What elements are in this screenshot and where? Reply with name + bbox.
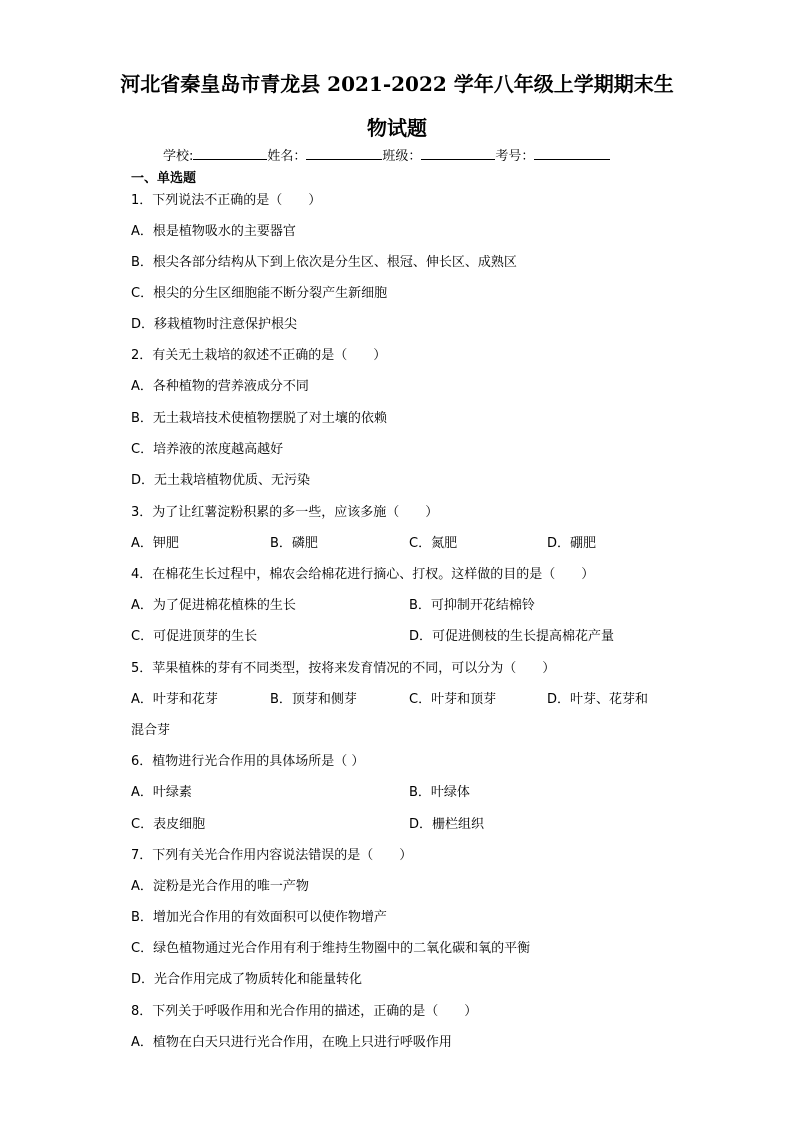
option-b: B．无土栽培技术使植物摆脱了对土壤的依赖 bbox=[131, 411, 387, 426]
question-stem: 4．在棉花生长过程中，棉农会给棉花进行摘心、打杈。这样做的目的是（ ） bbox=[131, 567, 595, 582]
option-b: B．顶芽和侧芽 bbox=[270, 692, 357, 707]
option-c: C．氮肥 bbox=[409, 536, 458, 551]
question-stem: 5．苹果植株的芽有不同类型，按将来发育情况的不同，可以分为（ ） bbox=[131, 661, 556, 676]
question-stem: 7．下列有关光合作用内容说法错误的是（ ） bbox=[131, 848, 413, 863]
option-d: D．叶芽、花芽和 bbox=[547, 692, 649, 707]
option-c: C．叶芽和顶芽 bbox=[409, 692, 497, 707]
option-a: A．根是植物吸水的主要器官 bbox=[131, 224, 296, 239]
option-a: A．为了促进棉花植株的生长 bbox=[131, 598, 296, 613]
option-b: B．增加光合作用的有效面积可以使作物增产 bbox=[131, 910, 387, 925]
question-stem: 1．下列说法不正确的是（ ） bbox=[131, 193, 322, 208]
exam-title-line-1: 河北省秦皇岛市青龙县 2021-2022 学年八年级上学期期末生 bbox=[120, 72, 674, 96]
exam-title-line-2: 物试题 bbox=[367, 116, 427, 140]
option-d: D．无土栽培植物优质、无污染 bbox=[131, 473, 311, 488]
option-c: C．表皮细胞 bbox=[131, 817, 206, 832]
option-a: A．植物在白天只进行光合作用，在晚上只进行呼吸作用 bbox=[131, 1035, 452, 1050]
exam-no-blank bbox=[534, 147, 610, 160]
option-a: A．叶绿素 bbox=[131, 785, 192, 800]
option-d: D．栅栏组织 bbox=[409, 817, 485, 832]
option-c: C．培养液的浓度越高越好 bbox=[131, 442, 284, 457]
student-info-row bbox=[163, 145, 610, 164]
option-a: A．叶芽和花芽 bbox=[131, 692, 218, 707]
option-d: D．移栽植物时注意保护根尖 bbox=[131, 317, 298, 332]
option-b: B．叶绿体 bbox=[409, 785, 470, 800]
option-b: B．磷肥 bbox=[270, 536, 318, 551]
option-b: B．根尖各部分结构从下到上依次是分生区、根冠、伸长区、成熟区 bbox=[131, 255, 517, 270]
question-stem: 6．植物进行光合作用的具体场所是（ ） bbox=[131, 754, 365, 769]
question-stem: 2．有关无土栽培的叙述不正确的是（ ） bbox=[131, 348, 387, 363]
school-label: 学校: bbox=[163, 149, 194, 164]
option-b: B．可抑制开花结棉铃 bbox=[409, 598, 535, 613]
option-a: A．钾肥 bbox=[131, 536, 179, 551]
exam-no-label: 考号： bbox=[495, 149, 535, 164]
option-c: C．可促进顶芽的生长 bbox=[131, 629, 258, 644]
option-d: D．光合作用完成了物质转化和能量转化 bbox=[131, 972, 363, 987]
question-stem: 3．为了让红薯淀粉积累的多一些，应该多施（ ） bbox=[131, 505, 439, 520]
option-a: A．淀粉是光合作用的唯一产物 bbox=[131, 879, 309, 894]
name-label: 姓名： bbox=[267, 149, 307, 164]
name-blank bbox=[306, 147, 382, 160]
option-a: A．各种植物的营养液成分不同 bbox=[131, 379, 309, 394]
class-blank bbox=[421, 147, 495, 160]
section-heading: 一、单选题 bbox=[131, 171, 197, 186]
option-d: D．可促进侧枝的生长提高棉花产量 bbox=[409, 629, 615, 644]
option-c: C．绿色植物通过光合作用有利于维持生物圈中的二氧化碳和氧的平衡 bbox=[131, 941, 531, 956]
option-d: D．硼肥 bbox=[547, 536, 597, 551]
option-d-continued: 混合芽 bbox=[131, 723, 171, 738]
school-blank bbox=[193, 147, 267, 160]
class-label: 班级： bbox=[382, 149, 422, 164]
question-stem: 8．下列关于呼吸作用和光合作用的描述，正确的是（ ） bbox=[131, 1004, 478, 1019]
option-c: C．根尖的分生区细胞能不断分裂产生新细胞 bbox=[131, 286, 388, 301]
